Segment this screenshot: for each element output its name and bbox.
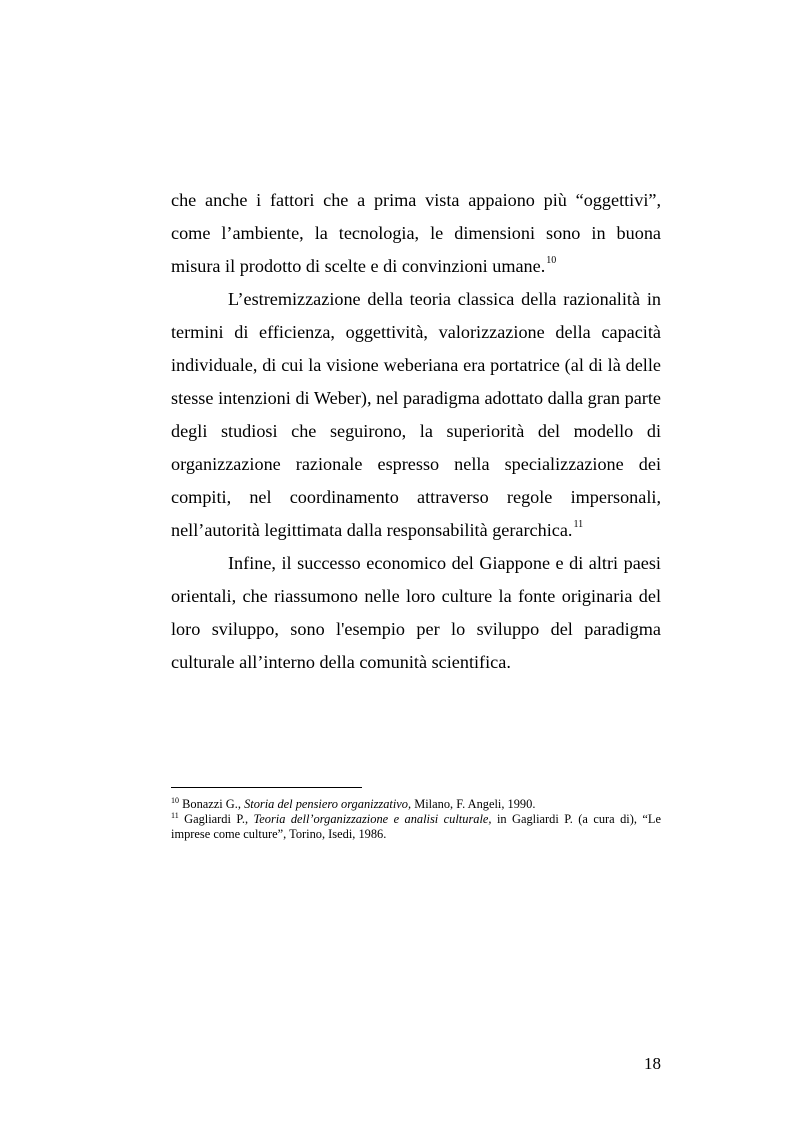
footnote-11-number: 11 xyxy=(171,811,179,820)
footnote-10-rest: Milano, F. Angeli, 1990. xyxy=(414,797,536,811)
footnote-10 xyxy=(171,797,661,812)
footnote-11-author: Gagliardi P., xyxy=(184,812,249,826)
footnote-11 xyxy=(171,812,661,842)
paragraph-3 xyxy=(171,547,661,679)
footnote-10-author: Bonazzi G., xyxy=(182,797,241,811)
footnote-separator xyxy=(171,787,362,788)
footnote-10-title: Storia del pensiero organizzativo, xyxy=(244,797,412,811)
footnote-ref-11: 11 xyxy=(573,519,584,530)
footnote-ref-10: 10 xyxy=(546,255,557,266)
page-number: 18 xyxy=(644,1054,661,1073)
paragraph-3-text: Infine, il successo economico del Giappone e di altri paesi orientali, che riassumono nelle loro culture la fonte originaria del loro sviluppo, sono l'esempio per lo sviluppo del paradigma culturale all’interno della comunità scientifica. xyxy=(171,553,661,672)
paragraph-1 xyxy=(171,184,661,283)
paragraph-2-text: L’estremizzazione della teoria classica della razionalità in termini di efficienza, oggettività, valorizzazione della capacità individuale, di cui la visione weberiana era portatrice (al di là delle stesse intenzioni di Weber), nel paradigma adottato dalla gran parte degli studiosi che seguirono, la superiorità del modello di organizzazione razionale espresso nella specializzazione dei compiti, nel coordinamento attraverso regole impersonali, nell’autorità legittimata dalla responsabilità gerarchica. xyxy=(171,289,661,540)
footnote-11-title: Teoria dell’organizzazione e analisi culturale, xyxy=(253,812,492,826)
paragraph-1-text: che anche i fattori che a prima vista appaiono più “oggettivi”, come l’ambiente, la tecnologia, le dimensioni sono in buona misura il prodotto di scelte e di convinzioni umane. xyxy=(171,190,661,276)
paragraph-2 xyxy=(171,283,661,547)
footnote-10-number: 10 xyxy=(171,796,179,805)
footnotes xyxy=(171,797,661,842)
footnote-11-rest: in Gagliardi P. (a cura di), “Le imprese come culture”, Torino, Isedi, 1986. xyxy=(171,812,661,841)
body-text xyxy=(171,184,661,679)
